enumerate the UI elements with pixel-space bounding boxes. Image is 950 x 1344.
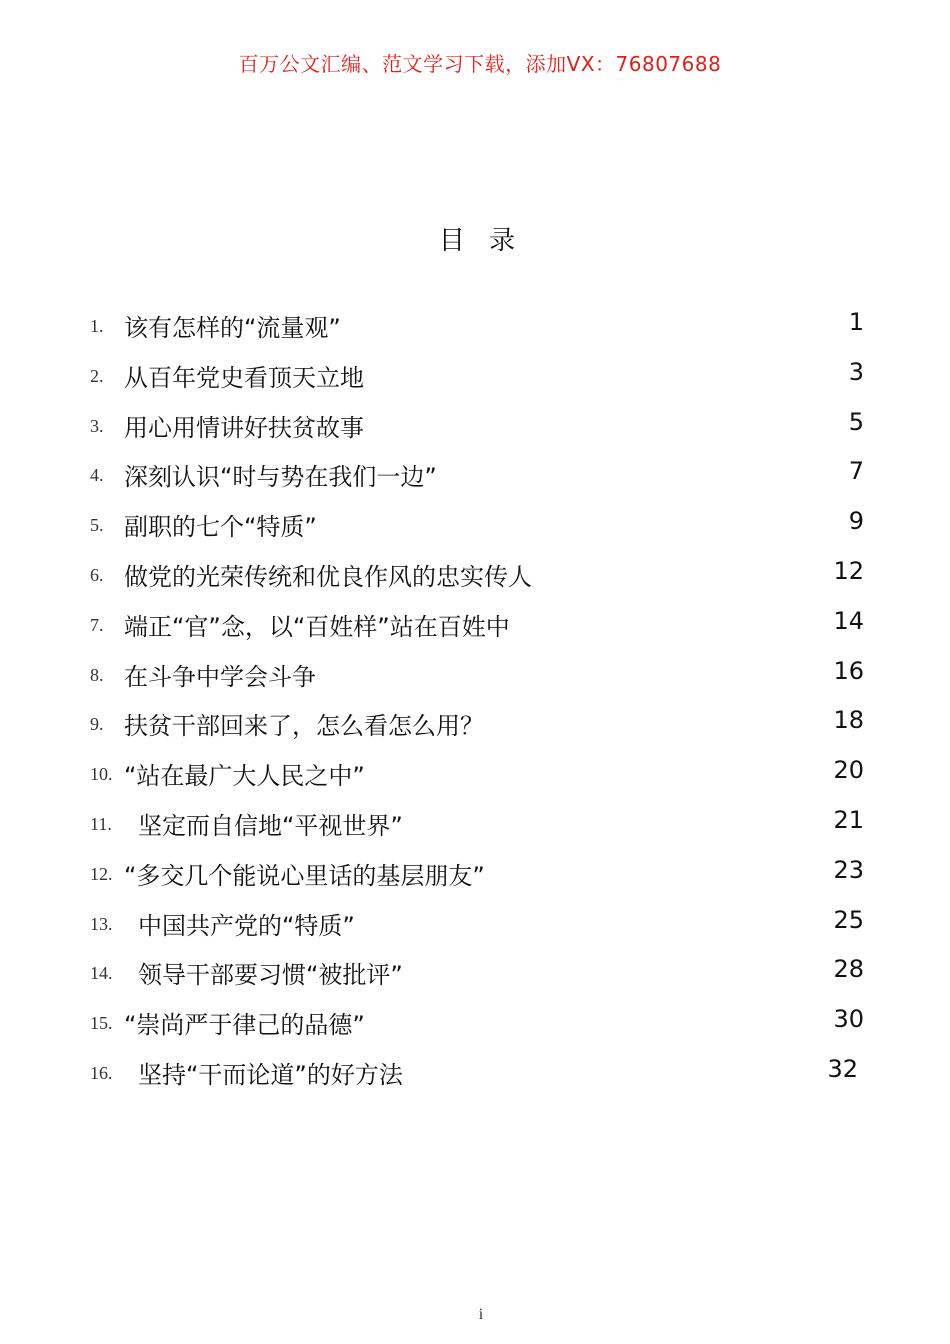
header-note: 百万公文汇编、范文学习下载，添加VX：76807688 <box>238 52 722 76</box>
toc-entry-number: 16. <box>90 1062 113 1083</box>
toc-entry-number: 1. <box>90 316 104 336</box>
toc-entry-title[interactable]: 端正“官”念，以“百姓样”站在百姓中 <box>124 612 510 641</box>
toc-entry-number: 2. <box>90 365 104 386</box>
toc-entry-number: 8. <box>90 664 104 685</box>
toc-entry-number: 12. <box>90 863 113 884</box>
toc-entry-number: 3. <box>90 415 104 436</box>
toc-entry-page: 32 <box>827 1054 858 1083</box>
toc-entry-title[interactable]: 副职的七个“特质” <box>124 513 317 542</box>
toc-entry-page: 30 <box>833 1005 864 1034</box>
toc-entry[interactable] <box>0 750 950 800</box>
toc-entry-page: 1 <box>848 308 864 336</box>
toc-entry[interactable] <box>0 302 950 352</box>
toc-entry-number: 15. <box>90 1013 113 1034</box>
toc-entry-page: 28 <box>833 955 864 984</box>
toc-entry-title[interactable]: “多交几个能说心里话的基层朋友” <box>124 861 485 890</box>
toc-entry-number: 9. <box>90 714 104 735</box>
toc-entry-page: 21 <box>833 805 864 834</box>
table-of-contents <box>0 302 950 1099</box>
toc-entry[interactable] <box>0 352 950 402</box>
toc-entry-title[interactable]: “站在最广大人民之中” <box>124 762 365 791</box>
toc-entry[interactable] <box>0 501 950 551</box>
toc-entry-page: 23 <box>833 855 864 884</box>
toc-entry-title[interactable]: 做党的光荣传统和优良作风的忠实传人 <box>124 562 532 591</box>
toc-entry[interactable] <box>0 1049 950 1099</box>
toc-entry[interactable] <box>0 402 950 452</box>
toc-entry-title[interactable]: 从百年党史看顶天立地 <box>124 363 364 392</box>
toc-entry-number: 6. <box>90 564 104 585</box>
toc-entry-page: 12 <box>833 556 864 585</box>
toc-entry-number: 5. <box>90 515 104 536</box>
toc-entry-page: 18 <box>833 706 864 735</box>
toc-entry[interactable] <box>0 601 950 651</box>
toc-entry-page: 9 <box>848 507 864 536</box>
toc-entry[interactable] <box>0 800 950 850</box>
toc-entry[interactable] <box>0 850 950 900</box>
toc-entry-number: 4. <box>90 465 104 486</box>
toc-entry-number: 7. <box>90 614 104 635</box>
toc-entry-title[interactable]: 坚持“干而论道”的好方法 <box>138 1060 403 1089</box>
toc-entry-page: 3 <box>848 357 864 386</box>
toc-entry-title[interactable]: 深刻认识“时与势在我们一边” <box>124 463 437 492</box>
toc-entry[interactable] <box>0 700 950 750</box>
toc-entry-title[interactable]: 坚定而自信地“平视世界” <box>138 811 403 840</box>
toc-entry-number: 10. <box>90 764 113 785</box>
toc-entry-page: 16 <box>833 656 864 685</box>
toc-entry-page: 25 <box>833 905 864 934</box>
toc-entry-page: 7 <box>848 457 864 486</box>
toc-entry-number: 11. <box>90 813 112 834</box>
toc-entry[interactable] <box>0 451 950 501</box>
toc-entry[interactable] <box>0 949 950 999</box>
toc-title: 目 录 <box>438 226 524 256</box>
toc-entry[interactable] <box>0 651 950 701</box>
toc-entry-title[interactable]: “崇尚严于律己的品德” <box>124 1011 365 1040</box>
toc-entry[interactable] <box>0 900 950 950</box>
toc-entry-title[interactable]: 领导干部要习惯“被批评” <box>138 961 403 990</box>
toc-entry-title[interactable]: 中国共产党的“特质” <box>138 911 355 940</box>
toc-entry-number: 14. <box>90 963 113 984</box>
toc-entry-title[interactable]: 用心用情讲好扶贫故事 <box>124 413 364 442</box>
toc-entry-page: 20 <box>833 756 864 785</box>
toc-entry-number: 13. <box>90 913 113 934</box>
toc-entry-title[interactable]: 在斗争中学会斗争 <box>124 662 316 691</box>
toc-entry-page: 5 <box>848 407 864 436</box>
toc-entry[interactable] <box>0 999 950 1049</box>
toc-entry-page: 14 <box>833 606 864 635</box>
page-number: i <box>478 1306 484 1323</box>
toc-entry-title[interactable]: 该有怎样的“流量观” <box>124 314 341 342</box>
toc-entry-title[interactable]: 扶贫干部回来了，怎么看怎么用？ <box>124 712 484 741</box>
toc-entry[interactable] <box>0 551 950 601</box>
